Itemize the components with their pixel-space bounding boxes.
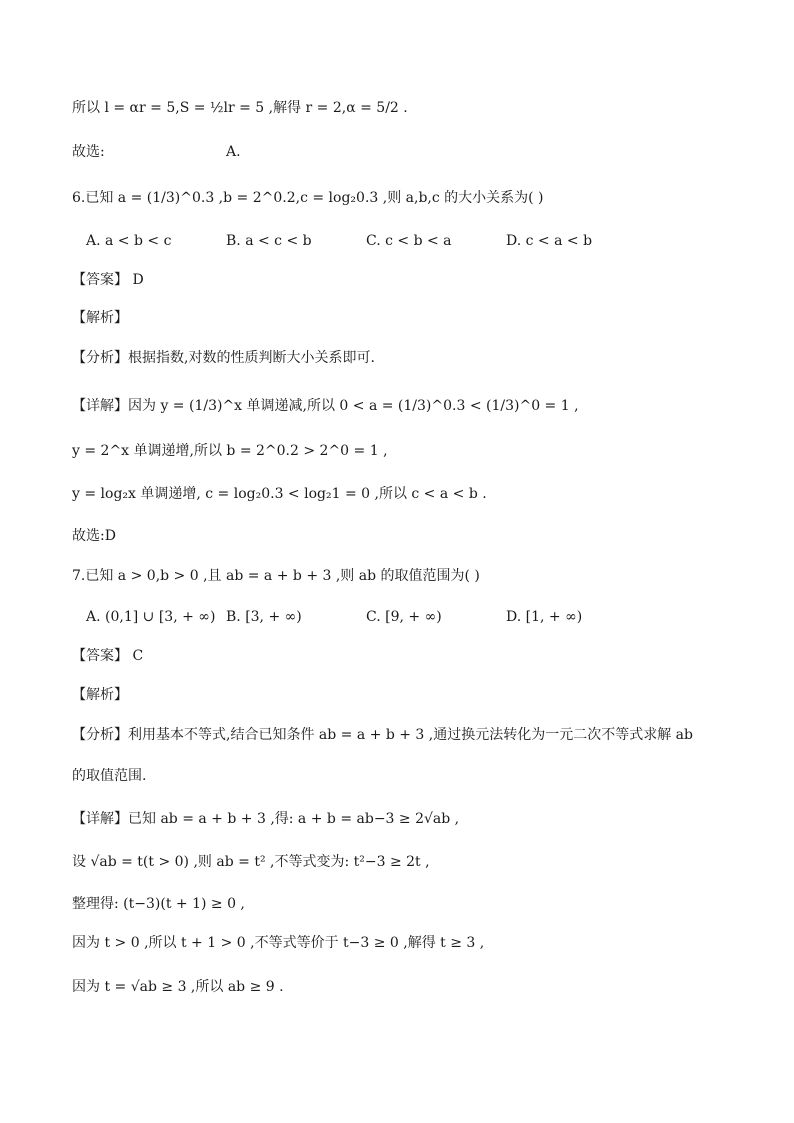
q7-fenxi-2: 的取值范围. — [72, 768, 147, 784]
q7-option-c: C. [9, + ∞) — [366, 609, 442, 625]
prev-choice-value: A. — [226, 144, 241, 160]
q7-stem: 7.已知 a > 0,b > 0 ,且 ab = a + b + 3 ,则 ab 的取值范围为( ) — [72, 568, 480, 584]
q7-xiangjie-1: 【详解】已知 ab = a + b + 3 ,得: a + b = ab−3 ≥ 2√ab , — [72, 811, 460, 827]
q6-option-b: B. a < c < b — [226, 233, 312, 249]
q7-xiangjie-3: 整理得: (t−3)(t + 1) ≥ 0 , — [72, 896, 245, 912]
q6-xiangjie-3: y = log₂x 单调递增, c = log₂0.3 < log₂1 = 0 ,所以 c < a < b . — [72, 486, 487, 502]
q7-option-b: B. [3, + ∞) — [226, 609, 302, 625]
q6-xiangjie-2: y = 2^x 单调递增,所以 b = 2^0.2 > 2^0 = 1 , — [72, 443, 388, 459]
q6-options — [86, 231, 734, 251]
q6-option-a: A. a < b < c — [86, 233, 172, 249]
q7-answer: 【答案】 C — [72, 648, 144, 664]
q7-option-a: A. (0,1] ∪ [3, + ∞) — [86, 609, 216, 625]
prev-solution-line: 所以 l = αr = 5,S = ½lr = 5 ,解得 r = 2,α = 5/2 . — [72, 100, 408, 116]
q7-xiangjie-5: 因为 t = √ab ≥ 3 ,所以 ab ≥ 9 . — [72, 979, 284, 995]
q6-fenxi: 【分析】根据指数,对数的性质判断大小关系即可. — [72, 350, 375, 366]
q7-xiangjie-4: 因为 t > 0 ,所以 t + 1 > 0 ,不等式等价于 t−3 ≥ 0 ,解得 t ≥ 3 , — [72, 935, 485, 951]
q6-option-d: D. c < a < b — [506, 233, 593, 249]
q6-xiangjie-1: 【详解】因为 y = (1/3)^x 单调递减,所以 0 < a = (1/3)^0.3 < (1/3)^0 = 1 , — [72, 398, 579, 414]
q6-stem: 6.已知 a = (1/3)^0.3 ,b = 2^0.2,c = log₂0.3 ,则 a,b,c 的大小关系为( ) — [72, 190, 544, 206]
q6-answer: 【答案】 D — [72, 272, 144, 288]
q7-option-d: D. [1, + ∞) — [506, 609, 583, 625]
q6-analysis-title: 【解析】 — [72, 310, 128, 326]
q7-options — [86, 607, 734, 627]
q7-analysis-title: 【解析】 — [72, 687, 128, 703]
q7-xiangjie-2: 设 √ab = t(t > 0) ,则 ab = t² ,不等式变为: t²−3 ≥ 2t , — [72, 854, 430, 870]
q6-option-c: C. c < b < a — [366, 233, 452, 249]
q6-choice: 故选:D — [72, 528, 116, 544]
prev-choice-label: 故选: — [72, 144, 105, 160]
q7-fenxi-1: 【分析】利用基本不等式,结合已知条件 ab = a + b + 3 ,通过换元法转化为一元二次不等式求解 ab — [72, 727, 693, 743]
